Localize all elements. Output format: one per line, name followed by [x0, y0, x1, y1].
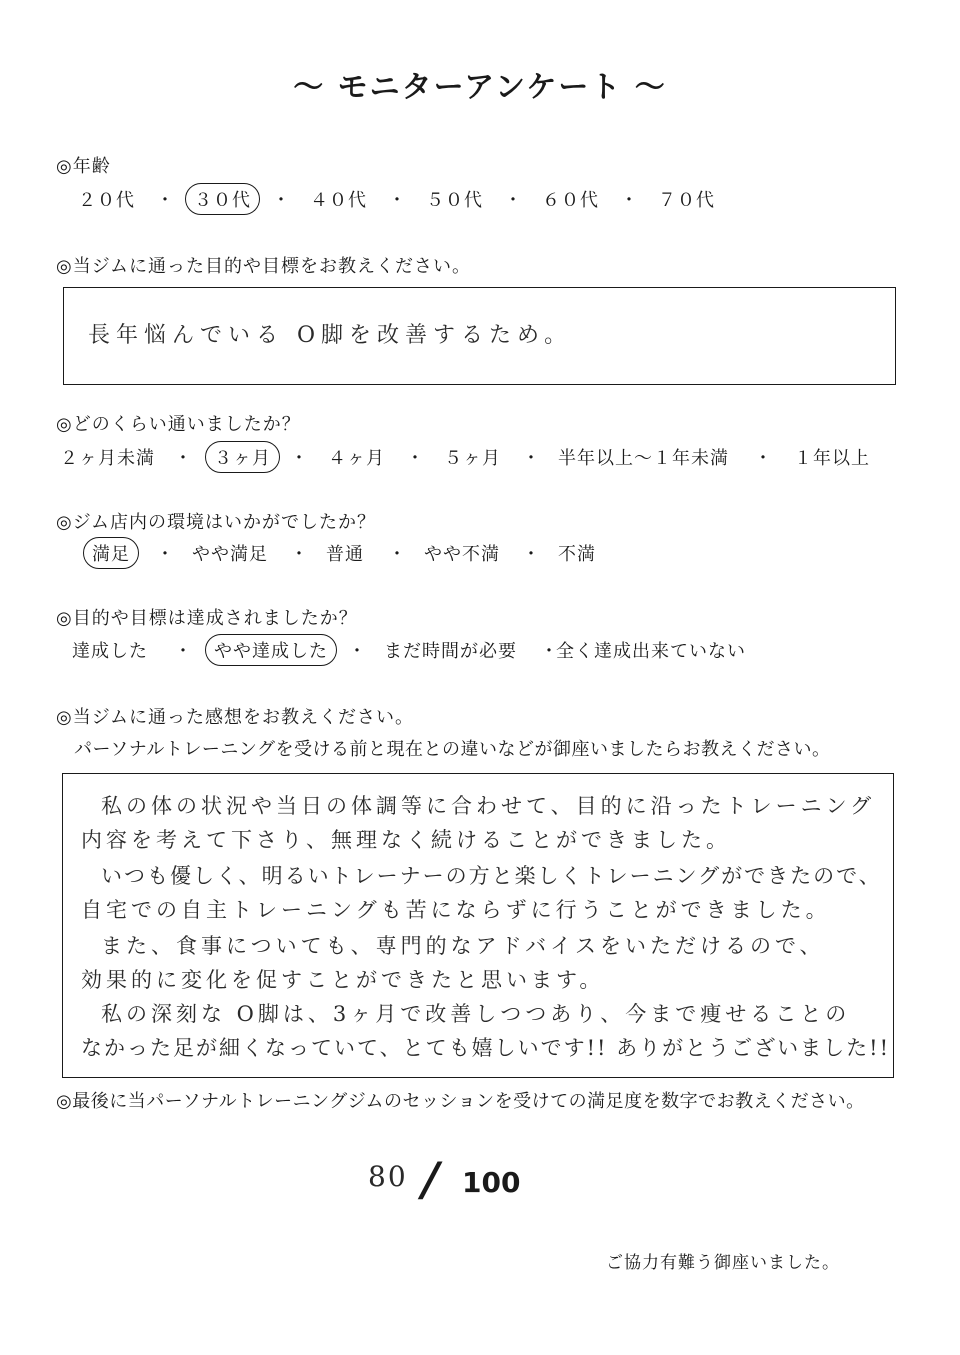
age-question: ◎年齢: [56, 156, 111, 177]
satisfaction-slash: /: [416, 1152, 445, 1206]
impressions-line: また、食事についても、専門的なアドバイスをいただけるので、: [101, 934, 825, 958]
age-option-20s[interactable]: ２０代: [78, 190, 135, 211]
impressions-line: なかった足が細くなっていて、とても嬉しいです!! ありがとうございました!!: [81, 1036, 891, 1060]
impressions-line: 私の深刻な O脚は、3ヶ月で改善しつつあり、今まで痩せることの: [101, 1002, 851, 1026]
impressions-line: 内容を考えて下さり、無理なく続けることができました。: [81, 828, 731, 852]
separator-dot: ・: [620, 190, 639, 211]
age-option-70s[interactable]: ７０代: [658, 190, 715, 211]
separator-dot: ・: [174, 641, 193, 662]
environment-option-satisfied-selected[interactable]: 満足: [83, 537, 139, 569]
impressions-question: ◎当ジムに通った感想をお教えください。: [56, 707, 414, 728]
impressions-line: 自宅での自主トレーニングも苦にならずに行うことができました。: [81, 898, 831, 922]
achievement-option-achieved[interactable]: 達成した: [72, 641, 148, 662]
duration-option-4-months[interactable]: ４ヶ月: [328, 448, 385, 469]
separator-dot: ・: [504, 190, 523, 211]
environment-option-somewhat-dissatisfied[interactable]: やや不満: [424, 544, 500, 565]
achievement-option-somewhat-achieved-selected[interactable]: やや達成した: [205, 634, 337, 666]
separator-dot: ・: [540, 641, 559, 662]
achievement-question: ◎目的や目標は達成されましたか？: [56, 608, 358, 629]
duration-option-5-months[interactable]: ５ヶ月: [444, 448, 501, 469]
age-option-30s-selected[interactable]: ３０代: [185, 183, 260, 215]
separator-dot: ・: [388, 544, 407, 565]
separator-dot: ・: [522, 448, 541, 469]
impressions-answer-box[interactable]: [62, 773, 894, 1078]
separator-dot: ・: [388, 190, 407, 211]
satisfaction-score[interactable]: 80: [368, 1160, 408, 1193]
duration-option-half-to-1-year[interactable]: 半年以上～１年未満: [558, 448, 729, 469]
satisfaction-question: ◎最後に当パーソナルトレーニングジムのセッションを受けての満足度を数字でお教えください。: [56, 1091, 865, 1112]
impressions-line: 効果的に変化を促すことができたと思います。: [81, 968, 605, 992]
environment-option-dissatisfied[interactable]: 不満: [558, 544, 596, 565]
separator-dot: ・: [174, 448, 193, 469]
purpose-question: ◎当ジムに通った目的や目標をお教えください。: [56, 256, 471, 277]
age-option-40s[interactable]: ４０代: [310, 190, 367, 211]
duration-option-over-1-year[interactable]: １年以上: [794, 448, 870, 469]
separator-dot: ・: [290, 544, 309, 565]
achievement-option-needs-more-time[interactable]: まだ時間が必要: [384, 641, 517, 662]
duration-option-3-months-selected[interactable]: ３ヶ月: [205, 441, 280, 473]
impressions-line: いつも優しく、明るいトレーナーの方と楽しくトレーニングができたので、: [101, 864, 882, 888]
duration-question: ◎どのくらい通いましたか？: [56, 414, 301, 435]
closing-message: ご協力有難う御座いました。: [606, 1253, 840, 1273]
achievement-option-not-achieved[interactable]: 全く達成出来ていない: [556, 641, 746, 662]
age-option-60s[interactable]: ６０代: [542, 190, 599, 211]
age-option-50s[interactable]: ５０代: [426, 190, 483, 211]
environment-option-somewhat-satisfied[interactable]: やや満足: [192, 544, 268, 565]
separator-dot: ・: [156, 190, 175, 211]
separator-dot: ・: [522, 544, 541, 565]
separator-dot: ・: [272, 190, 291, 211]
separator-dot: ・: [290, 448, 309, 469]
separator-dot: ・: [406, 448, 425, 469]
page-title: ～ モニターアンケート ～: [293, 70, 667, 105]
separator-dot: ・: [348, 641, 367, 662]
environment-question: ◎ジム店内の環境はいかがでしたか？: [56, 512, 376, 533]
duration-option-under-2-months[interactable]: ２ヶ月未満: [60, 448, 155, 469]
separator-dot: ・: [754, 448, 773, 469]
impressions-line: 私の体の状況や当日の体調等に合わせて、目的に沿ったトレーニング: [101, 794, 876, 818]
satisfaction-total: 100: [462, 1166, 521, 1199]
purpose-answer: 長年悩んでいる O脚を改善するため。: [88, 323, 573, 348]
environment-option-neutral[interactable]: 普通: [326, 544, 364, 565]
separator-dot: ・: [156, 544, 175, 565]
purpose-answer-box[interactable]: [63, 287, 896, 385]
impressions-subquestion: パーソナルトレーニングを受ける前と現在との違いなどが御座いましたらお教えください。: [74, 739, 831, 760]
